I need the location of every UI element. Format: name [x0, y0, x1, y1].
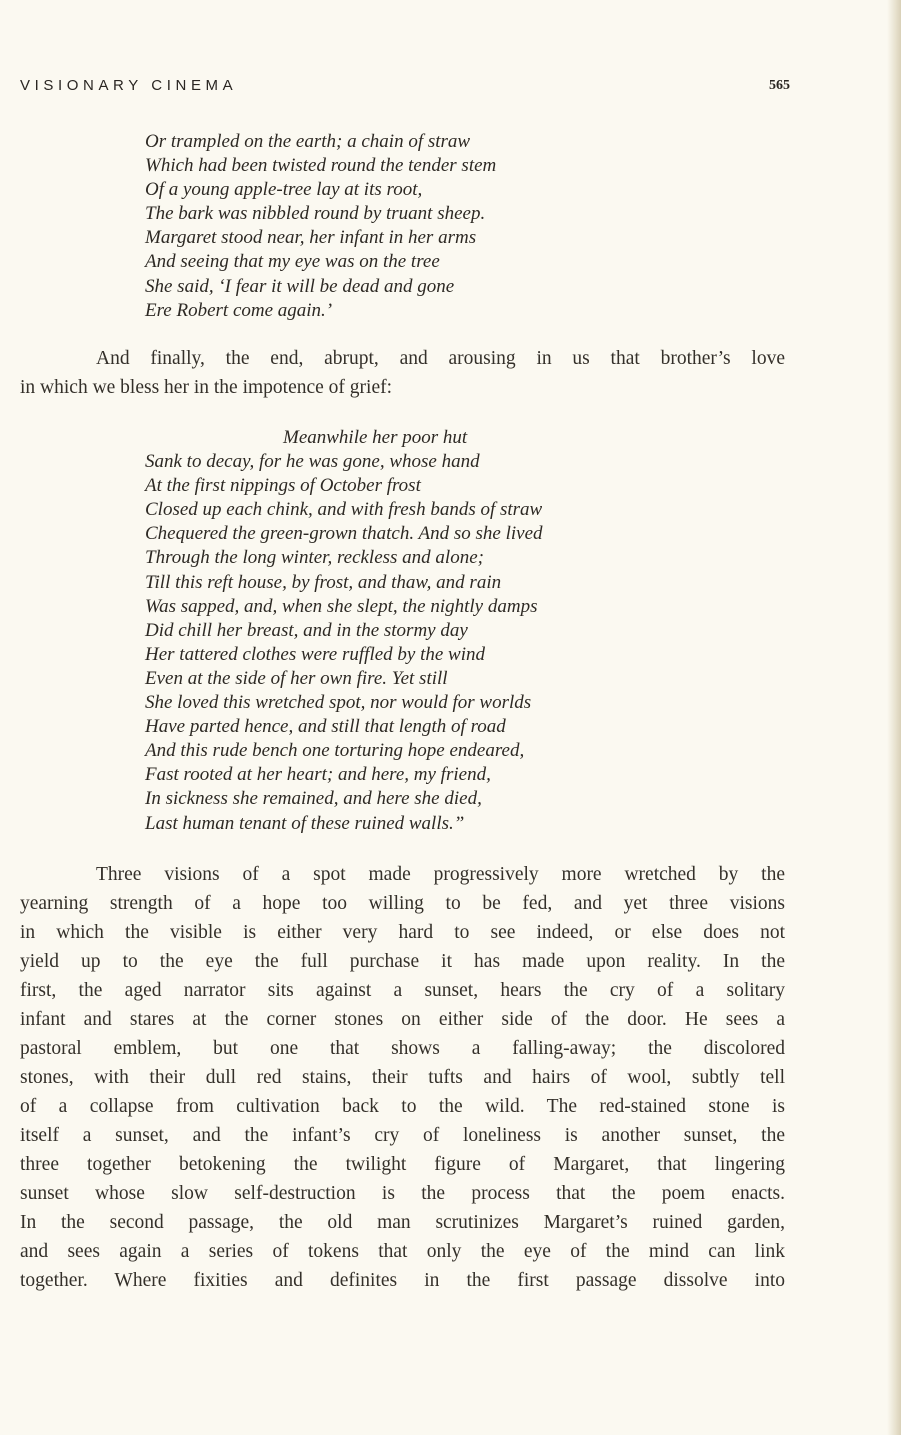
paragraph-line: sunset whose slow self-destruction is the process that the poem enacts. — [20, 1183, 785, 1204]
verse-line: Was sapped, and, when she slept, the nightly damps — [145, 595, 538, 617]
verse-line: Her tattered clothes were ruffled by the wind — [145, 643, 485, 665]
verse-line: At the first nippings of October frost — [145, 475, 421, 497]
paragraph-line: In the second passage, the old man scrutinizes Margaret’s ruined garden, — [20, 1212, 785, 1233]
paragraph-line: stones, with their dull red stains, their tufts and hairs of wool, subtly tell — [20, 1067, 785, 1088]
verse-line: Meanwhile her poor hut — [283, 427, 468, 448]
paragraph-line: in which the visible is either very hard to see indeed, or else does not — [20, 922, 785, 943]
verse-line: Or trampled on the earth; a chain of straw — [145, 131, 471, 152]
verse-line: Did chill her breast, and in the stormy day — [145, 619, 468, 641]
paragraph-line: yearning strength of a hope too willing to be fed, and yet three visions — [20, 893, 785, 914]
verse-line: Margaret stood near, her infant in her arms — [145, 227, 477, 249]
verse-line: Through the long winter, reckless and alone; — [145, 547, 484, 569]
paragraph-two — [20, 860, 785, 1295]
verse-line: The bark was nibbled round by truant sheep. — [145, 203, 486, 225]
paragraph-line: infant and stares at the corner stones on either side of the door. He sees a — [20, 1009, 785, 1030]
verse-line: Last human tenant of these ruined walls.” — [145, 812, 465, 834]
paragraph-line: together. Where fixities and definites in the first passage dissolve into — [20, 1270, 785, 1291]
verse-line: And this rude bench one torturing hope endeared, — [145, 740, 525, 762]
verse-line: She said, ‘I fear it will be dead and gone — [145, 275, 455, 297]
verse-excerpt-one — [145, 130, 765, 323]
verse-line: And seeing that my eye was on the tree — [145, 251, 440, 273]
paragraph-one — [20, 344, 785, 402]
paragraph-line: of a collapse from cultivation back to the wild. The red-stained stone is — [20, 1096, 785, 1117]
verse-line: In sickness she remained, and here she died, — [145, 788, 482, 810]
verse-excerpt-two — [145, 426, 765, 836]
paragraph-line: And finally, the end, abrupt, and arousing in us that brother’s love — [96, 348, 785, 369]
verse-line: Chequered the green-grown thatch. And so she lived — [145, 523, 543, 545]
verse-line: Which had been twisted round the tender stem — [145, 155, 497, 177]
paragraph-line: in which we bless her in the impotence of grief: — [20, 377, 393, 398]
paragraph-line: itself a sunset, and the infant’s cry of loneliness is another sunset, the — [20, 1125, 785, 1146]
verse-line: Even at the side of her own fire. Yet still — [145, 667, 448, 689]
paragraph-line: Three visions of a spot made progressively more wretched by the — [96, 864, 785, 885]
paragraph-line: and sees again a series of tokens that only the eye of the mind can link — [20, 1241, 785, 1262]
verse-line: Of a young apple-tree lay at its root, — [145, 179, 423, 201]
verse-line: Till this reft house, by frost, and thaw, and rain — [145, 571, 502, 593]
verse-line: Fast rooted at her heart; and here, my friend, — [145, 764, 491, 786]
verse-line: She loved this wretched spot, nor would for worlds — [145, 692, 532, 714]
running-head — [20, 77, 790, 99]
paragraph-line: pastoral emblem, but one that shows a falling-away; the discolored — [20, 1038, 785, 1059]
page-edge-shadow — [887, 0, 901, 1435]
verse-line: Sank to decay, for he was gone, whose hand — [145, 451, 480, 473]
running-title: VISIONARY CINEMA — [20, 77, 238, 94]
page-number: 565 — [769, 78, 790, 93]
paragraph-line: yield up to the eye the full purchase it has made upon reality. In the — [20, 951, 785, 972]
verse-line: Ere Robert come again.’ — [145, 299, 333, 321]
paragraph-line: three together betokening the twilight figure of Margaret, that lingering — [20, 1154, 785, 1175]
verse-line: Closed up each chink, and with fresh bands of straw — [145, 499, 543, 521]
verse-line: Have parted hence, and still that length of road — [145, 716, 506, 738]
paragraph-line: first, the aged narrator sits against a sunset, hears the cry of a solitary — [20, 980, 785, 1001]
